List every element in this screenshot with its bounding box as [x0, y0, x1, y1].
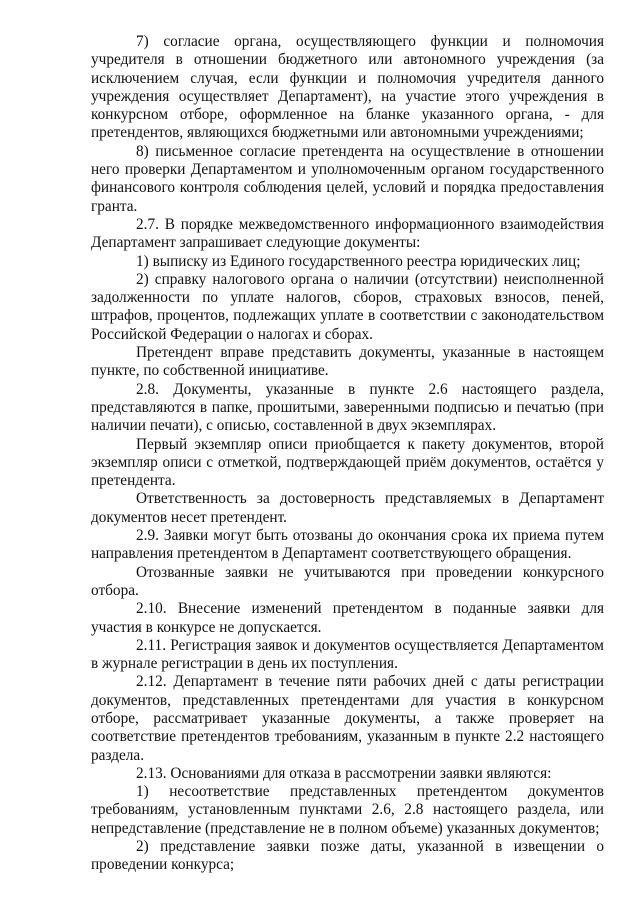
paragraph-2-7-item-2: 2) справку налогового органа о наличии (отсутствии) неисполненной задолженности по уплате налогов, сборов, страховых взносов, пеней, штрафов, процентов, подлежащих уплате в соответствии с законодательством Российской Федерации о налогах и сборах.	[91, 270, 604, 343]
paragraph-withdrawn-applications: Отозванные заявки не учитываются при проведении конкурсного отбора.	[91, 563, 604, 599]
paragraph-2-12: 2.12. Департамент в течение пяти рабочих дней с даты регистрации документов, представленных претендентами для участия в конкурсном отборе, рассматривает указанные документы, а также проверяет на соответствие претендентов требованиям, указанным в пункте 2.2 настоящего раздела.	[91, 673, 604, 764]
paragraph-2-8: 2.8. Документы, указанные в пункте 2.6 настоящего раздела, представляются в папке, прошитыми, заверенными подписью и печатью (при наличии печати), с описью, составленной в двух экземплярах.	[91, 380, 604, 435]
paragraph-2-10: 2.10. Внесение изменений претендентом в поданные заявки для участия в конкурсе не допускается.	[91, 600, 604, 636]
paragraph-2-11: 2.11. Регистрация заявок и документов осуществляется Департаментом в журнале регистрации в день их поступления.	[91, 636, 604, 673]
paragraph-item-7: 7) согласие органа, осуществляющего функции и полномочия учредителя в отношении бюджетного или автономного учреждения (за исключением случая, если функции и полномочия учредителя данного учреждения осуществляет Департамент), на участие этого учреждения в конкурсном отборе, оформленное на бланке указанного органа, - для претендентов, являющихся бюджетными или автономными учреждениями;	[91, 33, 604, 142]
paragraph-2-13-item-1: 1) несоответствие представленных претендентом документов требованиям, установленным пунктами 2.6, 2.8 настоящего раздела, или непредставление (представление не в полном объеме) указанных документов;	[91, 783, 604, 837]
paragraph-2-7-item-1: 1) выписку из Единого государственного реестра юридических лиц;	[136, 252, 581, 270]
paragraph-inventory-copies: Первый экземпляр описи приобщается к пакету документов, второй экземпляр описи с отметкой, подтверждающей приём документов, остаётся у претендента.	[91, 435, 604, 490]
paragraph-2-13: 2.13. Основаниями для отказа в рассмотрении заявки являются:	[136, 764, 552, 782]
document-page	[91, 33, 604, 875]
paragraph-responsibility: Ответственность за достоверность представляемых в Департамент документов несет претендент.	[91, 490, 604, 526]
paragraph-2-13-item-2: 2) представление заявки позже даты, указанной в извещении о проведении конкурса;	[91, 838, 604, 874]
paragraph-own-initiative: Претендент вправе представить документы, указанные в настоящем пункте, по собственной инициативе.	[91, 344, 604, 380]
paragraph-2-9: 2.9. Заявки могут быть отозваны до окончания срока их приема путем направления претендентом в Департамент соответствующего обращения.	[91, 527, 604, 563]
paragraph-item-8: 8) письменное согласие претендента на осуществление в отношении него проверки Департаментом и уполномоченным органом государственного финансового контроля соблюдения целей, условий и порядка предоставления гранта.	[91, 142, 604, 215]
paragraph-2-7: 2.7. В порядке межведомственного информационного взаимодействия Департамент запрашивает следующие документы:	[91, 215, 604, 252]
